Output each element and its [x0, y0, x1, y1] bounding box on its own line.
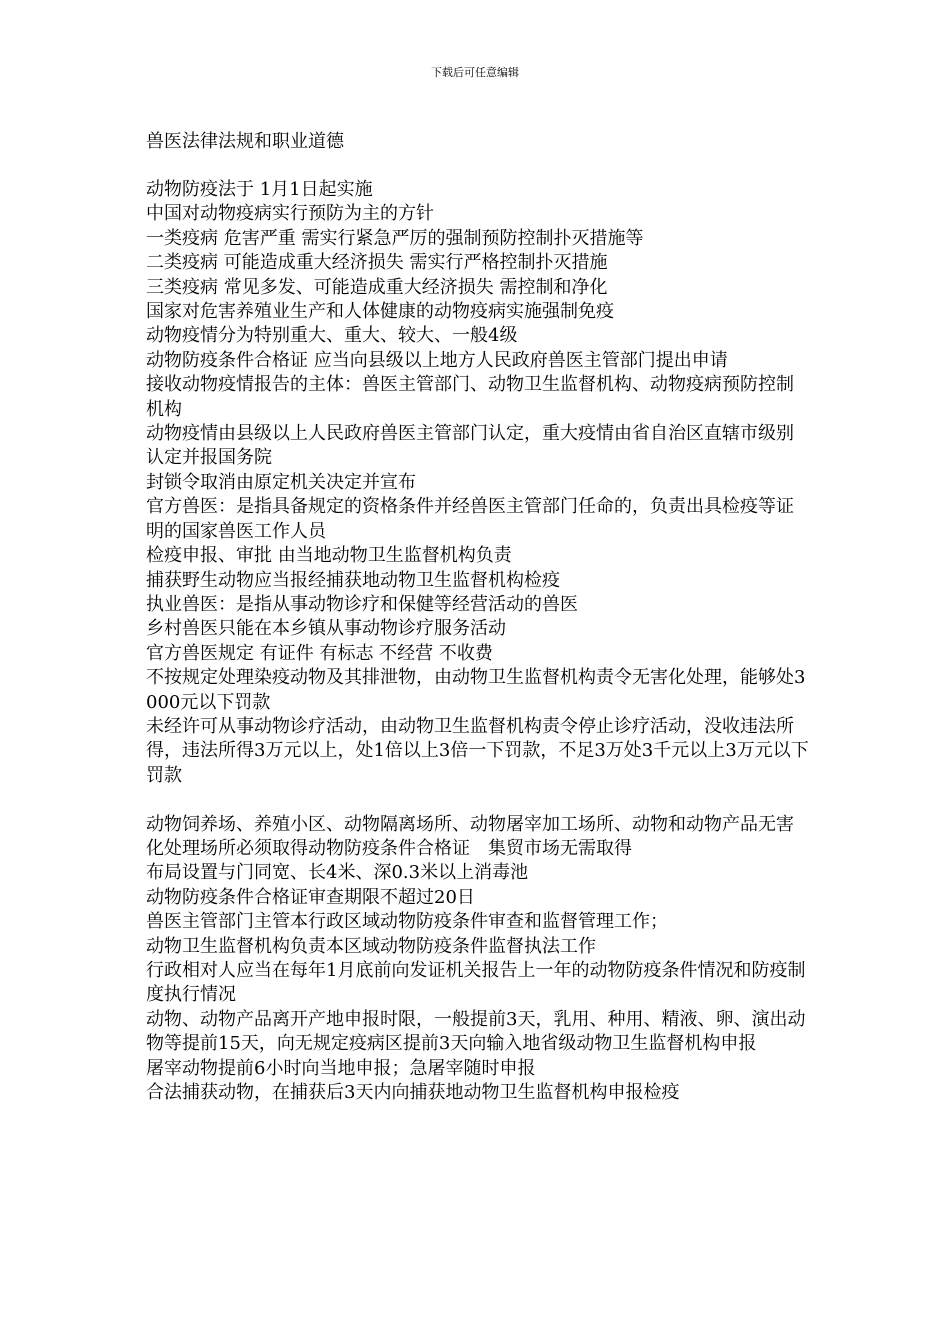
page-header: 下载后可任意编辑 [431, 66, 519, 79]
text-line: 中国对动物疫病实行预防为主的方针 [146, 203, 434, 225]
text-line: 不按规定处理染疫动物及其排泄物，由动物卫生监督机构责令无害化处理，能够处3000元以下罚款 [146, 667, 806, 713]
text-line: 官方兽医：是指具备规定的资格条件并经兽医主管部门任命的，负责出具检疫等证明的国家兽医工作人员 [146, 496, 794, 542]
document-body [146, 130, 810, 1105]
text-line: 二类疫病 可能造成重大经济损失 需实行严格控制扑灭措施 [146, 252, 608, 274]
text-line: 国家对危害养殖业生产和人体健康的动物疫病实施强制免疫 [146, 301, 614, 323]
text-line: 执业兽医：是指从事动物诊疗和保健等经营活动的兽医 [146, 593, 578, 615]
text-line: 布局设置与门同宽、长4米、深0.3米以上消毒池 [146, 862, 529, 884]
text-line: 乡村兽医只能在本乡镇从事动物诊疗服务活动 [146, 618, 506, 640]
text-line: 行政相对人应当在每年1月底前向发证机关报告上一年的动物防疫条件情况和防疫制度执行情况 [146, 959, 806, 1006]
blank-line [146, 788, 810, 812]
text-line: 合法捕获动物，在捕获后3天内向捕获地动物卫生监督机构申报检疫 [146, 1082, 680, 1104]
text-line: 接收动物疫情报告的主体：兽医主管部门、动物卫生监督机构、动物疫病预防控制机构 [146, 374, 794, 420]
text-line: 捕获野生动物应当报经捕获地动物卫生监督机构检疫 [146, 569, 560, 591]
text-line: 动物防疫法于 1月1日起实施 [146, 179, 373, 200]
text-line: 三类疫病 常见多发、可能造成重大经济损失 需控制和净化 [146, 276, 608, 298]
text-line: 官方兽医规定 有证件 有标志 不经营 不收费 [146, 642, 493, 664]
text-line: 动物疫情分为特别重大、重大、较大、一般4级 [146, 325, 518, 347]
section-2 [146, 813, 810, 1106]
text-line: 兽医主管部门主管本行政区域动物防疫条件审查和监督管理工作； [146, 911, 668, 933]
document-title: 兽医法律法规和职业道德 [146, 131, 344, 152]
text-line: 动物防疫条件合格证审查期限不超过20日 [146, 886, 475, 908]
text-line: 检疫申报、审批 由当地动物卫生监督机构负责 [146, 545, 512, 567]
text-line: 动物疫情由县级以上人民政府兽医主管部门认定，重大疫情由省自治区直辖市级别认定并报国务院 [146, 423, 794, 469]
text-line: 动物饲养场、养殖小区、动物隔离场所、动物屠宰加工场所、动物和动物产品无害化处理场所必须取得动物防疫条件合格证 集贸市场无需取得 [146, 813, 794, 859]
text-line: 封锁令取消由原定机关决定并宣布 [146, 471, 416, 493]
text-line: 动物卫生监督机构负责本区域动物防疫条件监督执法工作 [146, 935, 596, 957]
text-line: 一类疫病 危害严重 需实行紧急严厉的强制预防控制扑灭措施等 [146, 227, 644, 249]
text-line: 未经许可从事动物诊疗活动，由动物卫生监督机构责令停止诊疗活动，没收违法所得，违法所得3万元以上，处1倍以上3倍一下罚款，不足3万处3千元以上3万元以下罚款 [146, 715, 809, 786]
text-line: 动物、动物产品离开产地申报时限，一般提前3天，乳用、种用、精液、卵、演出动物等提前15天，向无规定疫病区提前3天向输入地省级动物卫生监督机构申报 [146, 1008, 806, 1055]
text-line: 动物防疫条件合格证 应当向县级以上地方人民政府兽医主管部门提出申请 [146, 349, 728, 371]
section-1 [146, 178, 810, 788]
text-line: 屠宰动物提前6小时向当地申报；急屠宰随时申报 [146, 1057, 536, 1079]
